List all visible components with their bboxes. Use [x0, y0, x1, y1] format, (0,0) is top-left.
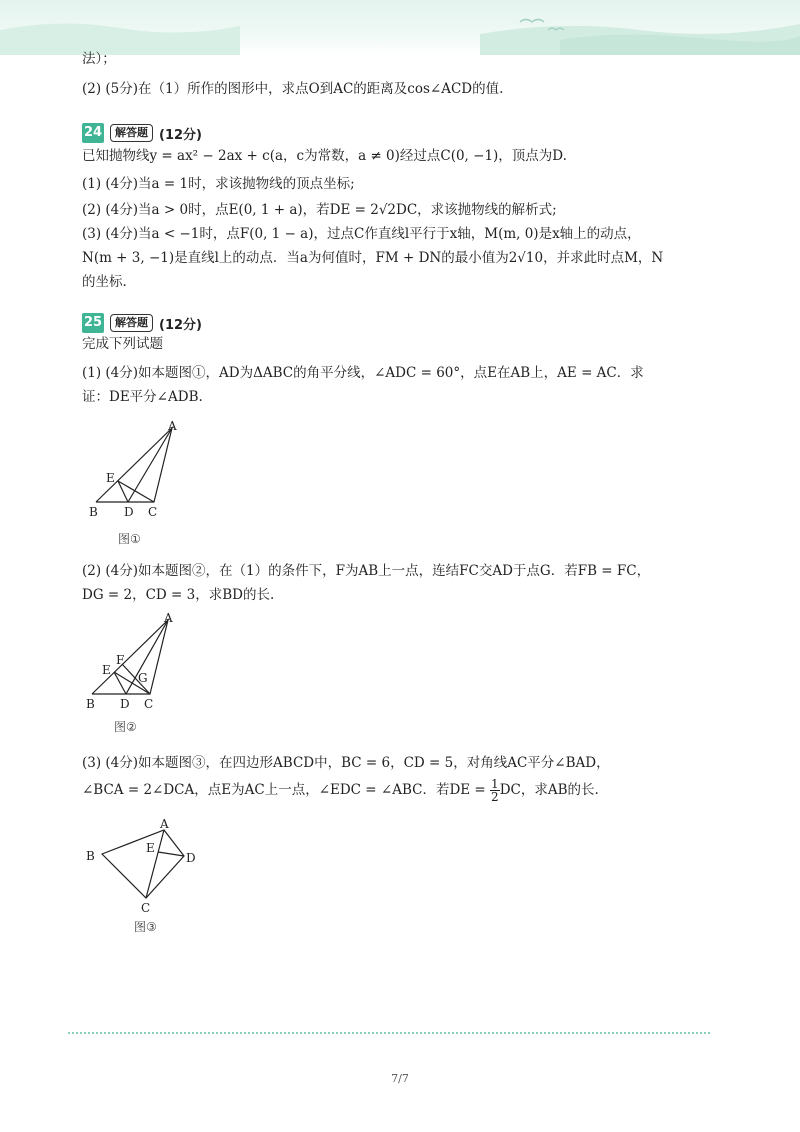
q25-type-badge: 解答题 — [110, 314, 153, 332]
page-number: 7/7 — [391, 1072, 409, 1085]
fig3-label-a: A — [160, 817, 169, 831]
figure-3 — [84, 812, 214, 920]
q24-header — [82, 123, 202, 143]
fig1-label-d: D — [124, 505, 134, 519]
q25-part1-line1: (1) (4分)如本题图①，AD为ΔABC的角平分线，∠ADC = 60°，点E在AB上，AE = AC．求 — [82, 365, 644, 381]
fig1-label-e: E — [106, 471, 115, 485]
landscape-decoration-icon — [0, 0, 800, 55]
figure-3-caption: 图③ — [134, 920, 157, 934]
triangle-figure-1-icon — [84, 418, 194, 522]
quadrilateral-figure-3-icon — [84, 812, 214, 916]
fig2-label-e: E — [102, 663, 111, 677]
fig2-label-a: A — [164, 611, 173, 625]
page-header-decoration — [0, 0, 800, 55]
q25-part3-line2 — [82, 778, 599, 803]
figure-1-caption: 图① — [118, 532, 141, 546]
q24-part2: (2) (4分)当a > 0时，点E(0, 1 + a)，若DE = 2√2DC，求该抛物线的解析式; — [82, 202, 557, 218]
q23-tail: 法）； — [82, 51, 116, 67]
q24-part3-line1: (3) (4分)当a < −1时，点F(0, 1 − a)，过点C作直线l平行于x轴，M(m, 0)是x轴上的动点， — [82, 226, 641, 242]
fig2-label-d: D — [120, 697, 130, 711]
fig1-label-b: B — [89, 505, 98, 519]
fraction-numerator: 1 — [491, 777, 499, 791]
q25-score: (12分) — [159, 317, 202, 333]
figure-2 — [80, 608, 190, 716]
q24-score: (12分) — [159, 127, 202, 143]
fig2-label-f: F — [116, 653, 125, 667]
fig1-label-c: C — [148, 505, 158, 519]
q25-part3-line1: (3) (4分)如本题图③，在四边形ABCD中，BC = 6，CD = 5，对角线AC平分∠BAD， — [82, 755, 610, 771]
q24-number: 24 — [82, 123, 104, 143]
footer-divider — [68, 1032, 710, 1034]
figure-1 — [84, 418, 194, 526]
q23-part2: (2) (5分)在（1）所作的图形中，求点O到AC的距离及cos∠ACD的值. — [82, 81, 504, 97]
q24-type-badge: 解答题 — [110, 124, 153, 142]
fig2-label-g: G — [138, 671, 148, 685]
q24-part3-line3: 的坐标. — [82, 274, 127, 290]
q25-part2-line2: DG = 2，CD = 3，求BD的长. — [82, 587, 275, 603]
fig3-label-c: C — [141, 901, 151, 915]
figure-2-caption: 图② — [114, 720, 137, 734]
fig3-label-d: D — [186, 851, 196, 865]
q25-part3-line2-pre: ∠BCA = 2∠DCA，点E为AC上一点，∠EDC = ∠ABC．若DE = — [82, 782, 491, 798]
fig1-label-a: A — [168, 419, 177, 433]
fraction-denominator: 2 — [491, 790, 499, 804]
q25-part1-line2: 证：DE平分∠ADB. — [82, 389, 203, 405]
fig2-label-c: C — [144, 697, 154, 711]
q24-stem: 已知抛物线y = ax² − 2ax + c(a，c为常数，a ≠ 0)经过点C(0, −1)，顶点为D. — [82, 148, 567, 164]
fraction-one-half — [490, 778, 500, 803]
q25-stem: 完成下列试题 — [82, 336, 163, 352]
q25-header — [82, 313, 202, 333]
q24-part3-line2: N(m + 3, −1)是直线l上的动点．当a为何值时，FM + DN的最小值为2√10，并求此时点M，N — [82, 250, 664, 266]
fig2-label-b: B — [86, 697, 95, 711]
q24-part1: (1) (4分)当a = 1时，求该抛物线的顶点坐标; — [82, 176, 355, 192]
fig3-label-b: B — [86, 849, 95, 863]
q25-part3-line2-post: DC，求AB的长. — [499, 782, 599, 798]
q25-part2-line1: (2) (4分)如本题图②，在（1）的条件下，F为AB上一点，连结FC交AD于点G．若FB = FC， — [82, 563, 651, 579]
fig3-label-e: E — [146, 841, 155, 855]
triangle-figure-2-icon — [80, 608, 190, 712]
q25-number: 25 — [82, 313, 104, 333]
